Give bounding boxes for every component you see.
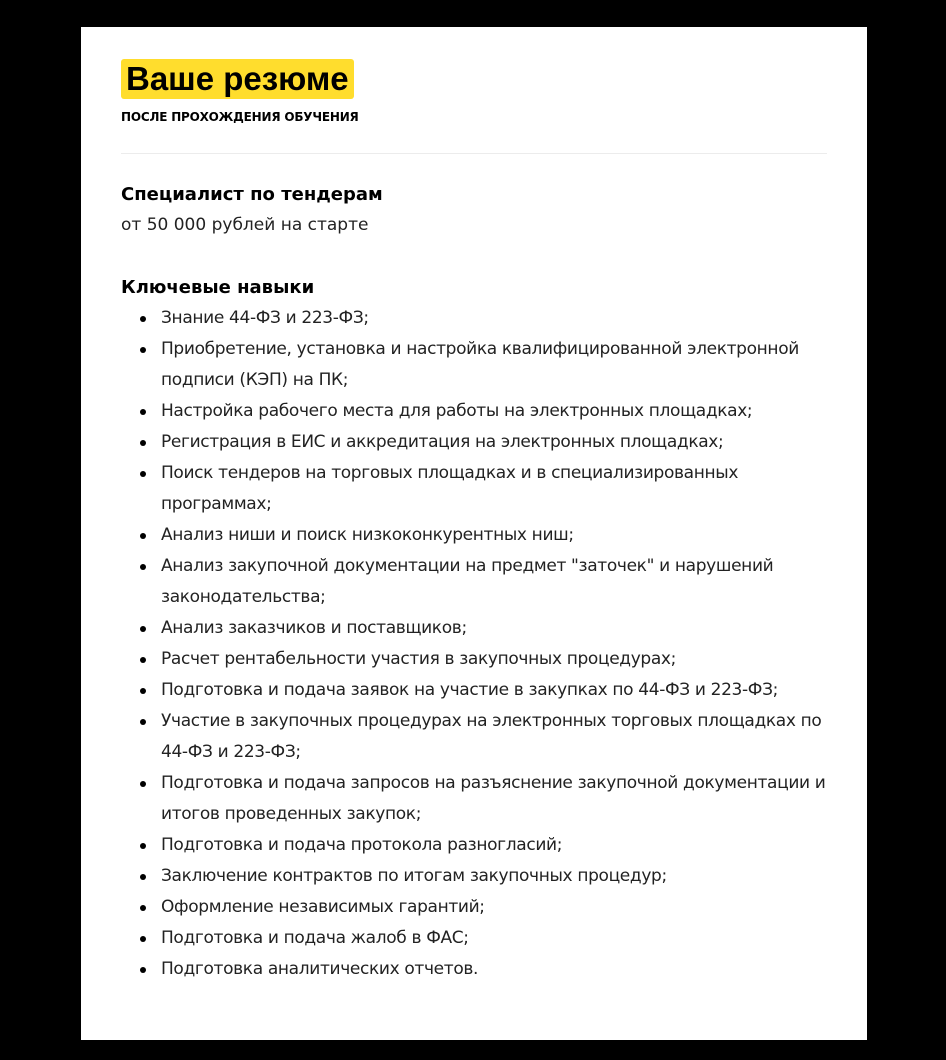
skill-item: Заключение контрактов по итогам закупочных процедур; <box>121 861 831 892</box>
skill-item: Приобретение, установка и настройка квалифицированной электронной подписи (КЭП) на ПК; <box>121 334 831 396</box>
skill-item: Подготовка и подача протокола разногласий; <box>121 830 831 861</box>
skill-item: Расчет рентабельности участия в закупочных процедурах; <box>121 644 831 675</box>
skill-item: Подготовка аналитических отчетов. <box>121 954 831 985</box>
skill-item: Участие в закупочных процедурах на электронных торговых площадках по 44-ФЗ и 223-ФЗ; <box>121 706 831 768</box>
job-title: Специалист по тендерам <box>121 184 383 205</box>
skill-item: Анализ ниши и поиск низкоконкурентных ниш; <box>121 520 831 551</box>
resume-content <box>121 179 831 985</box>
skill-item: Подготовка и подача запросов на разъяснение закупочной документации и итогов проведенных закупок; <box>121 768 831 830</box>
page-title: Ваше резюме <box>121 59 354 99</box>
skill-item: Анализ закупочной документации на предмет "заточек" и нарушений законодательства; <box>121 551 831 613</box>
skill-item: Оформление независимых гарантий; <box>121 892 831 923</box>
skill-item: Анализ заказчиков и поставщиков; <box>121 613 831 644</box>
skills-list <box>121 303 831 985</box>
skill-item: Знание 44-ФЗ и 223-ФЗ; <box>121 303 831 334</box>
divider <box>121 153 827 154</box>
resume-card <box>81 27 867 1040</box>
skill-item: Подготовка и подача заявок на участие в закупках по 44-ФЗ и 223-ФЗ; <box>121 675 831 706</box>
salary-text: от 50 000 рублей на старте <box>121 215 369 235</box>
skill-item: Подготовка и подача жалоб в ФАС; <box>121 923 831 954</box>
skill-item: Настройка рабочего места для работы на электронных площадках; <box>121 396 831 427</box>
skill-item: Регистрация в ЕИС и аккредитация на электронных площадках; <box>121 427 831 458</box>
resume-header <box>121 59 359 125</box>
skill-item: Поиск тендеров на торговых площадках и в специализированных программах; <box>121 458 831 520</box>
skills-heading: Ключевые навыки <box>121 277 315 298</box>
page-subtitle: ПОСЛЕ ПРОХОЖДЕНИЯ ОБУЧЕНИЯ <box>121 110 359 124</box>
